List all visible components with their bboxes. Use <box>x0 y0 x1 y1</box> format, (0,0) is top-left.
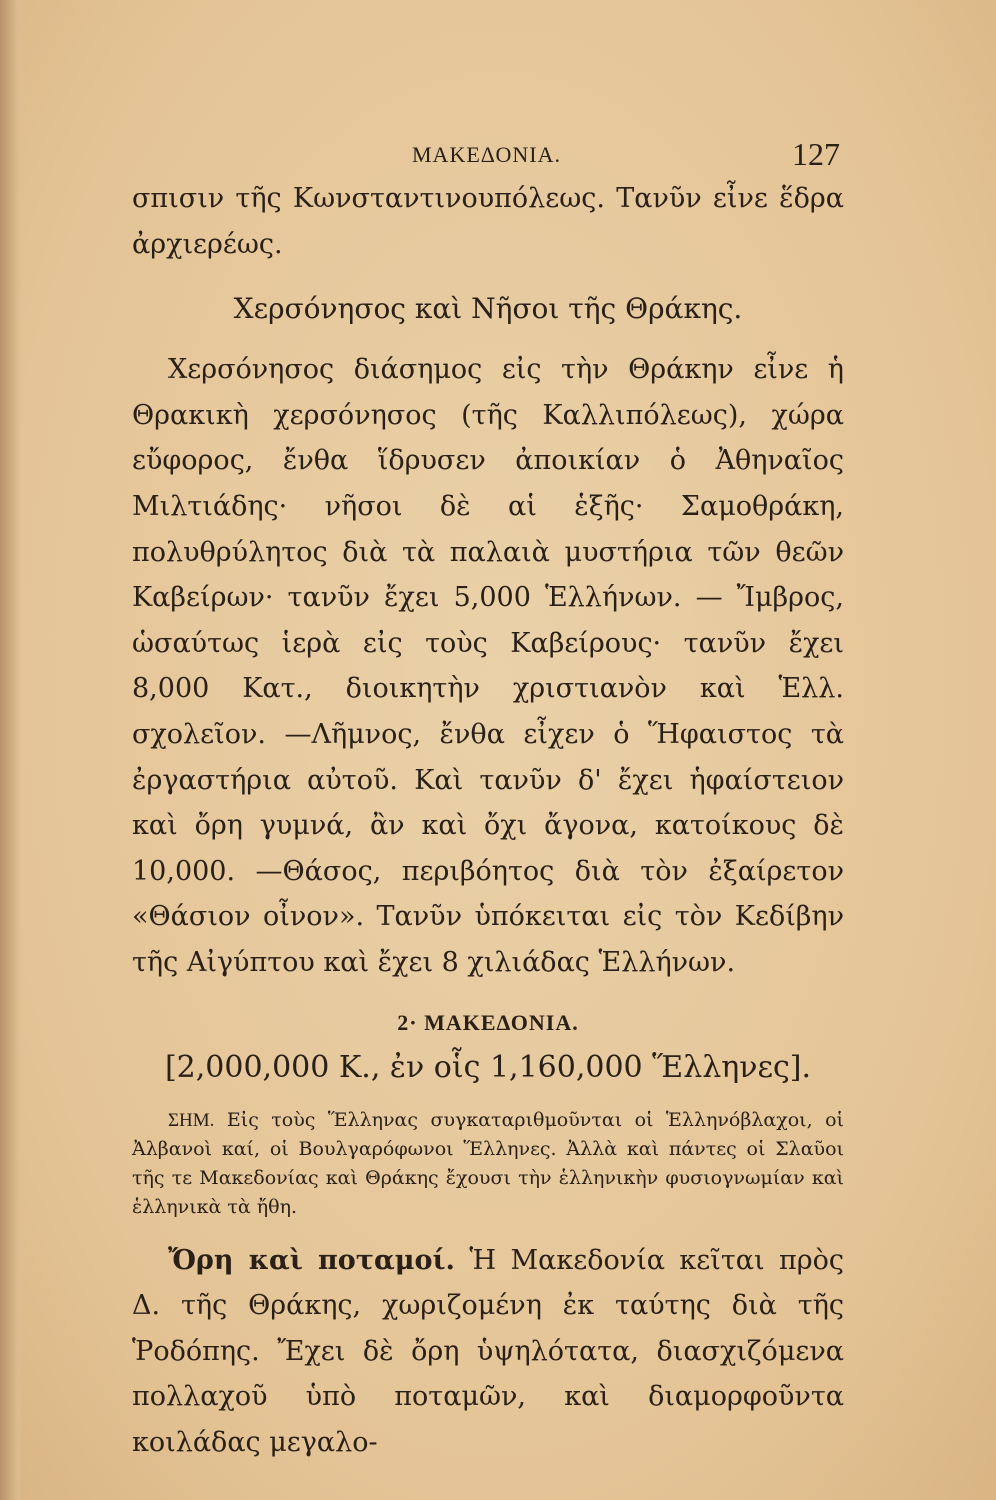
thrace-paragraph: Χερσόνησος διάσημος εἰς τὴν Θράκην εἶνε ἡ Θρακικὴ χερσόνησος (τῆς Καλλιπόλεως), χώρα εὔφορος, ἔνθα ἵδρυσεν ἀποικίαν ὁ Ἀθηναῖος Μιλτιάδης· νῆσοι δὲ αἱ ἑξῆς· Σαμοθράκη, πολυθρύλητος διὰ τὰ παλαιὰ μυστήρια τῶν θεῶν Καβείρων· τανῦν ἔχει 5,000 Ἑλλήνων. — Ἴμβρος, ὡσαύτως ἱερὰ εἰς τοὺς Καβείρους· τανῦν ἔχει 8,000 Κατ., διοικητὴν χριστιανὸν καὶ Ἑλλ. σχολεῖον. —Λῆμνος, ἔνθα εἶχεν ὁ Ἥφαιστος τὰ ἐργαστήρια αὐτοῦ. Καὶ τανῦν δ' ἔχει ἡφαίστειον καὶ ὄρη γυμνά, ἂν καὶ ὄχι ἄγονα, κατοίκους δὲ 10,000. —Θάσος, περιβόητος διὰ τὸν ἐξαίρετον «Θάσιον οἶνον». Τανῦν ὑπόκειται εἰς τὸν Κεδίβην τῆς Αἰγύπτου καὶ ἔχει 8 χιλιάδας Ἑλλήνων. <box>132 354 844 978</box>
page-header <box>132 138 844 176</box>
section-heading: Χερσόνησος καὶ Νῆσοι τῆς Θράκης. <box>233 292 743 326</box>
intro-paragraph: σπισιν τῆς Κωνσταντινουπόλεως. Τανῦν εἶνε ἕδρα ἀρχιερέως. <box>132 183 844 260</box>
running-title: ΜΑΚΕΔΟΝΙΑ. <box>412 142 562 167</box>
page-gutter <box>0 0 22 1500</box>
note-label: ΣΗΜ. <box>168 1109 215 1131</box>
chapter-heading: 2· ΜΑΚΕΔΟΝΙΑ. <box>397 1009 579 1035</box>
mountains-heading: Ὄρη καὶ ποταμοί. <box>168 1244 455 1276</box>
mountains-text: Ἡ Μακεδονία κεῖται πρὸς Δ. τῆς Θράκης, χωριζομένη ἐκ ταύτης διὰ τῆς Ῥοδόπης. Ἔχει δὲ ὄρη ὑψηλότατα, διασχιζόμενα πολλαχοῦ ὑπὸ ποταμῶν, καὶ διαμορφοῦντα κοιλάδας μεγαλο- <box>132 1244 844 1458</box>
page-content <box>132 138 844 1465</box>
note-text: Εἰς τοὺς Ἕλληνας συγκαταριθμοῦνται οἱ Ἑλληνόβλαχοι, οἱ Ἀλβανοὶ καί, οἱ Βουλγαρόφωνοι Ἕλληνες. Ἀλλὰ καὶ πάντες οἱ Σλαῦοι τῆς τε Μακεδονίας καὶ Θράκης ἔχουσι τὴν ἑλληνικὴν φυσιογνωμίαν καὶ ἑλληνικὰ τὰ ἤθη. <box>132 1108 844 1218</box>
page-number: 127 <box>792 136 840 172</box>
mountains-paragraph <box>132 1238 844 1466</box>
footnote <box>132 1106 844 1222</box>
population-line: [2,000,000 Κ., ἐν οἷς 1,160,000 Ἕλληνες]. <box>164 1049 812 1085</box>
